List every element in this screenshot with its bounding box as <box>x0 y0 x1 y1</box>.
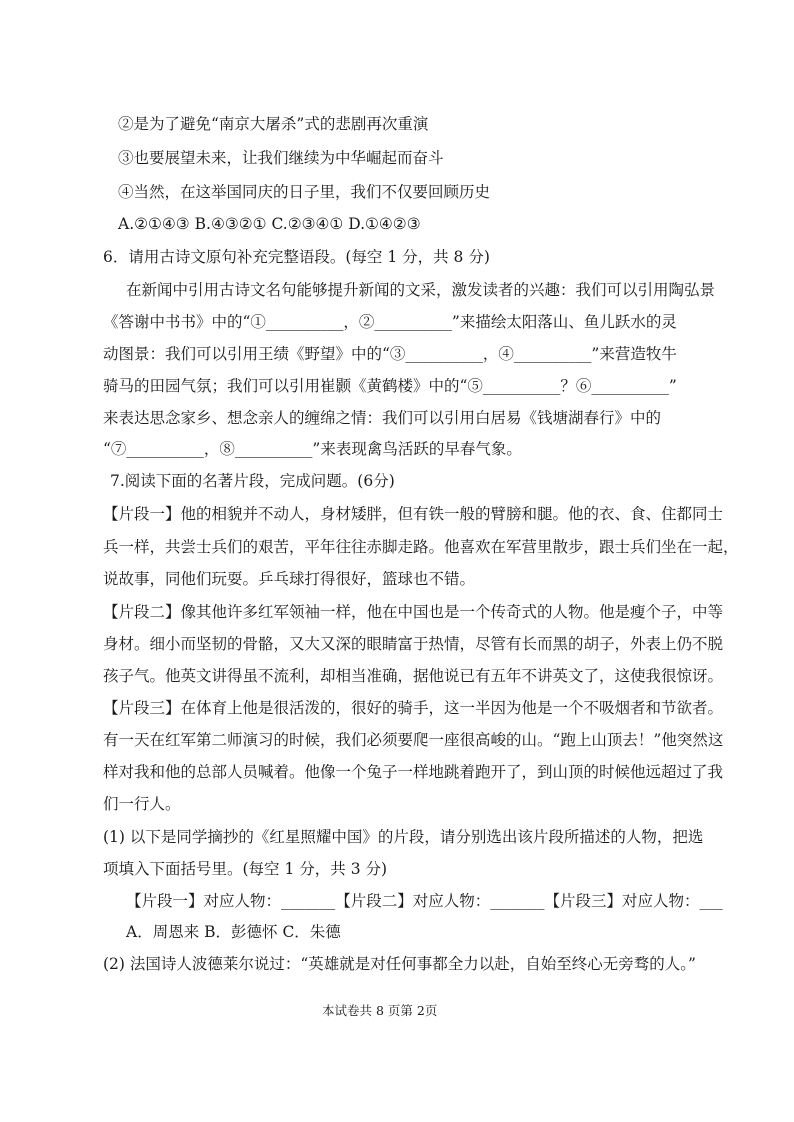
page-footer: 本试卷共 8 页第 2页 <box>322 1003 438 1018</box>
q7-sub1-line: (1) 以下是同学摘抄的《红星照耀中国》的片段，请分别选出该片段所描述的人物，把选 <box>103 828 704 846</box>
q7-excerpt-line: 说故事，同他们玩耍。乒乓球打得很好，篮球也不错。 <box>103 570 476 588</box>
q7-sub1-line: 项填入下面括号里。(每空 1 分，共 3 分) <box>103 860 388 878</box>
q7-sub1-options: A．周恩来 B．彭德怀 C．朱德 <box>126 923 341 941</box>
q6-line: 来表达思念家乡、想念亲人的缠绵之情：我们可以引用白居易《钱塘湖春行》中的 <box>103 409 662 427</box>
q7-sub2: (2) 法国诗人波德莱尔说过：“英雄就是对任何事都全力以赴，自始至终心无旁骛的人。” <box>103 955 696 973</box>
q6-line: 骑马的田园气氛；我们可以引用崔颢《黄鹤楼》中的“⑤__________？⑥__________” <box>103 377 677 395</box>
q5-option-3: ③也要展望未来，让我们继续为中华崛起而奋斗 <box>118 149 444 167</box>
q7-excerpt-line: 【片段三】在体育上他是很活泼的，很好的骑手，这一半因为他是一个不吸烟者和节欲者。 <box>103 699 724 717</box>
q7-excerpt-line: 【片段一】他的相貌并不动人，身材矮胖，但有铁一般的臂膀和腿。他的衣、食、住都同士 <box>103 505 724 523</box>
q7-sub1-blanks: 【片段一】对应人物：_______【片段二】对应人物：_______【片段三】对应人物：___ <box>126 892 723 910</box>
q7-excerpt-line: 们一行人。 <box>103 795 181 813</box>
q7-excerpt-line: 样对我和他的总部人员喊着。他像一个兔子一样地跳着跑开了，到山顶的时候他远超过了我 <box>103 763 724 781</box>
q6-line: 动图景：我们可以引用王绩《野望》中的“③__________，④__________”来营造牧牛 <box>103 345 677 363</box>
q7-excerpt-line: 身材。细小而坚韧的骨骼，又大又深的眼睛富于热情，尽管有长而黑的胡子，外表上仍不脱 <box>103 635 724 653</box>
q6-line: 在新闻中引用古诗文名句能够提升新闻的文采，激发读者的兴趣：我们可以引用陶弘景 <box>126 281 716 299</box>
q5-option-2: ②是为了避免“南京大屠杀”式的悲剧再次重演 <box>118 115 429 133</box>
q7-excerpt-line: 孩子气。他英文讲得虽不流利，却相当准确，据他说已有五年不讲英文了，这使我很惊讶。 <box>103 667 724 685</box>
q7-excerpt-line: 兵一样，共尝士兵们的艰苦，平年往往赤脚走路。他喜欢在军营里散步，跟士兵们坐在一起， <box>103 538 739 556</box>
q6-line: 《答谢中书书》中的“①__________，②__________”来描绘太阳落山、鱼儿跃水的灵 <box>103 313 677 331</box>
q5-answer-choices: A.②①④③ B.④③②① C.②③④① D.①④②③ <box>118 215 421 233</box>
q7-title: 7.阅读下面的名著片段，完成问题。(6分) <box>110 472 395 490</box>
q6-title: 6．请用古诗文原句补充完整语段。(每空 1 分，共 8 分) <box>103 248 490 266</box>
q7-excerpt-line: 【片段二】像其他许多红军领袖一样，他在中国也是一个传奇式的人物。他是瘦个子，中等 <box>103 603 724 621</box>
q6-line: “⑦__________，⑧__________”来表现禽鸟活跃的早春气象。 <box>103 440 522 458</box>
q7-excerpt-line: 有一天在红军第二师演习的时候，我们必须要爬一座很高峻的山。“跑上山顶去！”他突然这 <box>103 731 724 749</box>
q5-option-4: ④当然，在这举国同庆的日子里，我们不仅要回顾历史 <box>118 183 491 201</box>
